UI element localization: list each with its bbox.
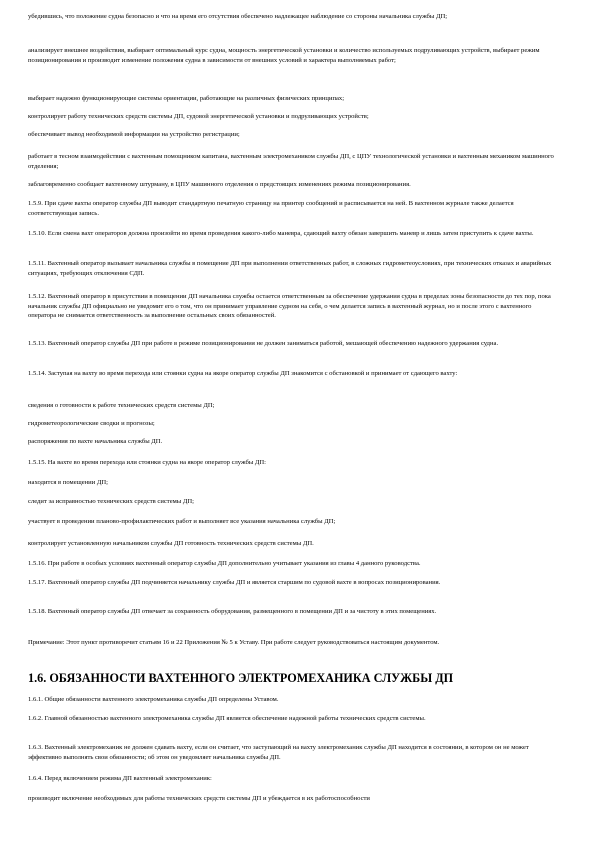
paragraph-1-5-17: 1.5.17. Вахтенный оператор службы ДП подчиняется начальнику службы ДП и является старшим по судовой вахте в вопросах позиционирования.: [28, 579, 441, 586]
paragraph-1-6-2: 1.6.2. Главной обязанностью вахтенного электромеханика службы ДП является обеспечение надежной работы технических средств системы.: [28, 715, 426, 722]
paragraph-1-5-14: 1.5.14. Заступая на вахту во время перехода или стоянки судна на якоре оператор службы ДП знакомится с обстановкой и принимает от сдающего вахту:: [28, 370, 458, 377]
paragraph-1-5-13: 1.5.13. Вахтенный оператор службы ДП при работе в режиме позиционирования не должен заниматься работой, мешающей обеспечению надежного удержания судна.: [28, 340, 499, 347]
paragraph-orientation-systems: выбирает надежно функционирующие системы ориентации, работающие на различных физических принципах;: [28, 95, 345, 102]
list-item-readiness-control: контролирует установленную начальником службы ДП готовность технических средств системы ДП.: [28, 540, 314, 547]
paragraph-advance-notice: заблаговременно сообщает вахтенному штурману, в ЦПУ машинного отделения о предстоящих изменениях режима позиционирования.: [28, 181, 411, 188]
paragraph-1-5-15: 1.5.15. На вахте во время перехода или стоянки судна на якоре оператор службы ДП:: [28, 459, 266, 466]
paragraph-control-equipment: контролирует работу технических средств системы ДП, судовой энергетической установки и подруливающих устройств;: [28, 113, 369, 120]
list-item-monitor: следит за исправностью технических средств системы ДП;: [28, 498, 194, 505]
list-item-power-on: производит включение необходимых для работы технических средств системы ДП и убеждается в их работоспособности: [28, 795, 370, 802]
paragraph-1-5-18: 1.5.18. Вахтенный оператор службы ДП отвечает за сохранность оборудования, размещенного в помещении ДП и за чистоту в этих помещениях.: [28, 608, 437, 615]
list-item-orders: распоряжения по вахте начальника службы ДП.: [28, 438, 163, 445]
paragraph-analyze-external: анализирует внешнее воздействия, выбирает оптимальный курс судна, мощность энергетической установки и количество используемых подруливающих устройств, выбирает режим позиционирования и производит изменение положения судна в зависимости от внешних условий и характера выполняемых работ;: [28, 47, 540, 64]
paragraph-departure-condition: убедившись, что положение судна безопасно и что на время его отсутствия обеспечено надлежащее наблюдение со стороны начальника службы ДП;: [28, 13, 448, 20]
paragraph-1-6-3: 1.6.3. Вахтенный электромеханик не должен сдавать вахту, если он считает, что заступающий на вахту электромеханик службы ДП находится в состоянии, в котором он не может эффективно выполнять свои обязанности; об этом он уведомляет начальника службы ДП.: [28, 744, 529, 761]
paragraph-1-5-12: 1.5.12. Вахтенный оператор в присутствии в помещении ДП начальника службы остается ответственным за обеспечение удержания судна в пределах зоны безопасности до тех пор, пока начальник службы ДП официально не уведомит его о том, что он принимает управление судном на себя, о чем делается запись в вахтенный журнал, но и после этого с вахтенного оператора не снимается ответственность за выполнение остальных своих обязанностей.: [28, 293, 551, 320]
paragraph-1-6-1: 1.6.1. Общие обязанности вахтенного электромеханика службы ДП определены Уставом.: [28, 696, 279, 703]
paragraph-note: Примечание: Этот пункт противоречит статьям 16 и 22 Приложения № 5 к Уставу. При работе следует руководствоваться настоящим документом.: [28, 639, 440, 646]
list-item-location: находится в помещении ДП;: [28, 479, 108, 486]
paragraph-1-5-10: 1.5.10. Если смена вахт операторов должна произойти во время проведения какого-либо маневра, сдающий вахту обязан завершить маневр и лишь затем приступить к сдаче вахты.: [28, 230, 534, 237]
paragraph-interaction: работает в тесном взаимодействии с вахтенным помощником капитана, вахтенным электромехаником службы ДП, с ЦПУ технологической установки и вахтенным механиком машинного отделения;: [28, 153, 554, 170]
section-heading-1-6: 1.6. ОБЯЗАННОСТИ ВАХТЕННОГО ЭЛЕКТРОМЕХАНИКА СЛУЖБЫ ДП: [28, 671, 454, 685]
paragraph-registration-output: обеспечивает вывод необходимой информации на устройство регистрации;: [28, 131, 240, 138]
list-item-maintenance: участвует в проведении планово-профилактических работ и выполняет все указания начальника службы ДП;: [28, 518, 336, 525]
paragraph-1-5-11: 1.5.11. Вахтенный оператор вызывает начальника службы в помещение ДП при выполнении ответственных работ, в сложных гидрометеоусловиях, при технических отказах и аварийных ситуациях, требующих отключения СДП.: [28, 260, 552, 277]
list-item-hydromet: гидрометеорологические сводки и прогнозы;: [28, 420, 155, 427]
list-item-readiness: сведения о готовности к работе технических средств системы ДП;: [28, 402, 215, 409]
paragraph-1-5-9: 1.5.9. При сдаче вахты оператор службы ДП выводит стандартную печатную страницу на принтер сообщений и расписывается на ней. В вахтенном журнале также делается соответствующая запись.: [28, 200, 514, 217]
paragraph-1-5-16: 1.5.16. При работе в особых условиях вахтенный оператор службы ДП дополнительно учитывает указания из главы 4 данного руководства.: [28, 560, 421, 567]
paragraph-1-6-4: 1.6.4. Перед включением режима ДП вахтенный электромеханик:: [28, 775, 212, 782]
